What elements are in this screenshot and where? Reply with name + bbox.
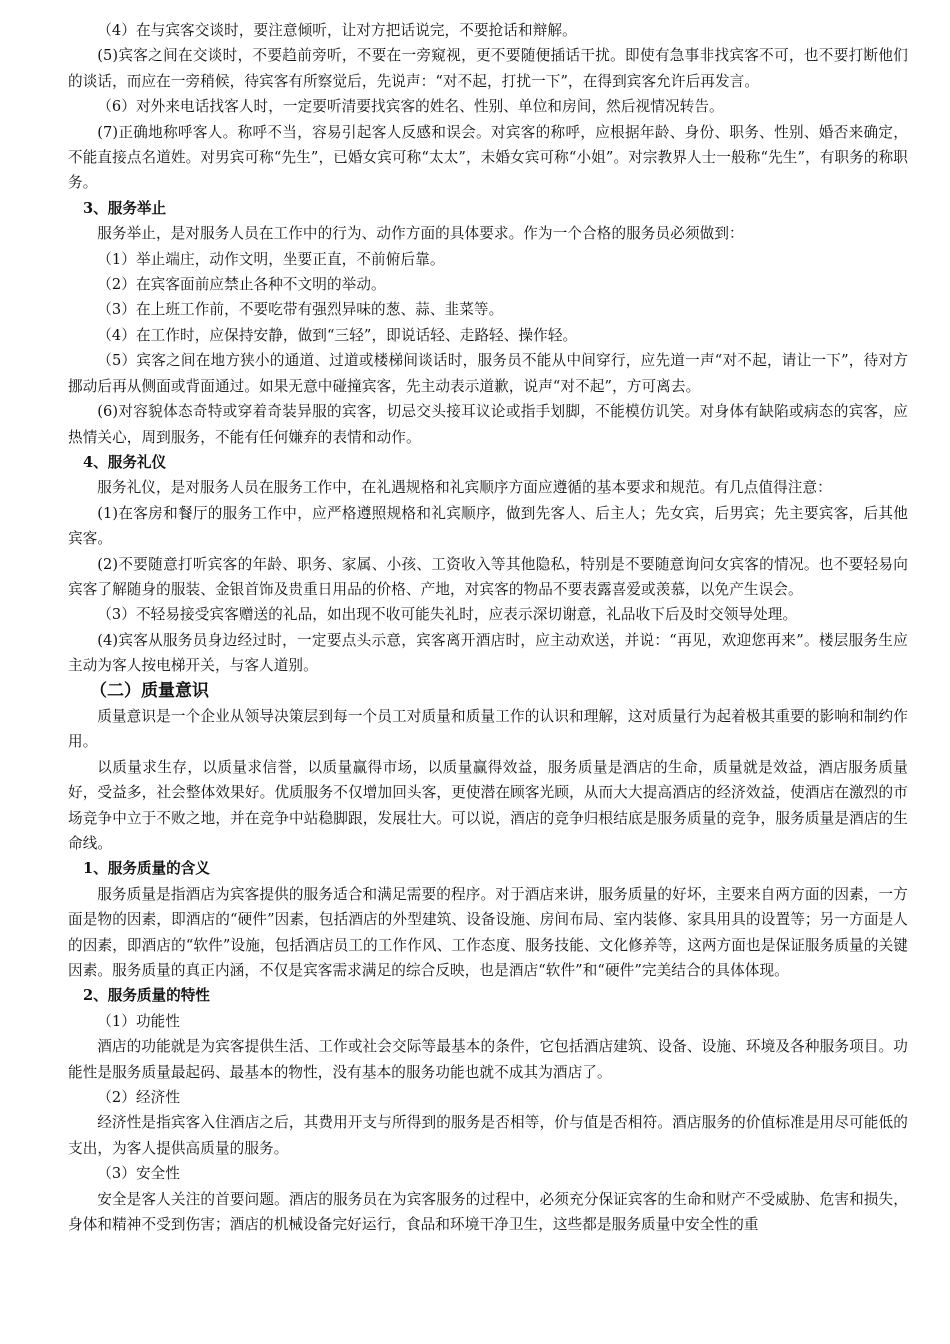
list-item: （4）在工作时，应保持安静，做到“三轻”，即说话轻、走路轻、操作轻。 <box>97 326 578 344</box>
paragraph: 安全是客人关注的首要问题。酒店的服务员在为宾客服务的过程中，必须充分保证宾客的生命和财产不受威胁、危害和损失，身体和精神不受到伤害；酒店的机械设备完好运行，食品和环境干净卫生，这些都是服务质量中安全性的重 <box>68 1190 908 1234</box>
paragraph: 酒店的功能就是为宾客提供生活、工作或社会交际等最基本的条件，它包括酒店建筑、设备、设施、环境及各种服务项目。功能性是服务质量最起码、最基本的物性，没有基本的服务功能也就不成其为酒店了。 <box>68 1038 908 1081</box>
chapter-heading: （二）质量意识 <box>90 680 209 701</box>
paragraph: 以质量求生存，以质量求信誉，以质量赢得市场，以质量赢得效益，服务质量是酒店的生命，质量就是效益，酒店服务质量好，受益多，社会整体效果好。优质服务不仅增加回头客，更使潜在顾客光顾，从而大大提高酒店的经济效益，使酒店在激烈的市场竞争中立于不败之地，并在竞争中站稳脚跟，发展壮大。可以说，酒店的竞争归根结底是服务质量的竞争，服务质量是酒店的生命线。 <box>68 758 908 852</box>
section-heading: 2、服务质量的特性 <box>83 987 210 1005</box>
subsection-label: （3）安全性 <box>97 1165 181 1183</box>
section-heading: 1、服务质量的含义 <box>83 860 210 878</box>
list-item: （5）宾客之间在地方狭小的通道、过道或楼梯间谈话时，服务员不能从中间穿行，应先道一声“对不起，请让一下”，待对方挪动后再从侧面或背面通过。如果无意中碰撞宾客，先主动表示道歉，说声“对不起”，方可离去。 <box>68 352 908 395</box>
list-item: (1)在客房和餐厅的服务工作中，应严格遵照规格和礼宾顺序，做到先客人、后主人；先女宾，后男宾；先主要宾客，后其他宾客。 <box>68 504 908 548</box>
paragraph: 服务举止，是对服务人员在工作中的行为、动作方面的具体要求。作为一个合格的服务员必须做到： <box>97 225 744 243</box>
section-heading: 4、服务礼仪 <box>83 453 167 471</box>
list-item: (4)宾客从服务员身边经过时，一定要点头示意，宾客离开酒店时，应主动欢送，并说：“再见，欢迎您再来”。楼层服务生应主动为客人按电梯开关，与客人道别。 <box>68 631 908 675</box>
paragraph: 服务质量是指酒店为宾客提供的服务适合和满足需要的程序。对于酒店来讲，服务质量的好坏，主要来自两方面的因素，一方面是物的因素，即酒店的“硬件”因素，包括酒店的外型建筑、设备设施、房间布局、室内装修、家具用具的设置等；另一方面是人的因素，即酒店的“软件”设施，包括酒店员工的工作作风、工作态度、服务技能、文化修养等，这两方面也是保证服务质量的关键因素。服务质量的真正内涵，不仅是宾客需求满足的综合反映，也是酒店“软件”和“硬件”完美结合的具体体现。 <box>68 885 908 980</box>
list-item: (2)不要随意打听宾客的年龄、职务、家属、小孩、工资收入等其他隐私，特别是不要随意询问女宾客的情况。也不要轻易向宾客了解随身的服装、金银首饰及贵重日用品的价格、产地，对宾客的物品不要表露喜爱或羡慕，以免产生误会。 <box>68 555 908 598</box>
subsection-label: （2）经济性 <box>97 1089 181 1107</box>
list-item: (6)对容貌体态奇特或穿着奇装异服的宾客，切忌交头接耳议论或指手划脚，不能模仿讥笑。对身体有缺陷或病态的宾客，应热情关心，周到服务，不能有任何嫌弃的表情和动作。 <box>68 403 908 446</box>
list-item: （1）举止端庄，动作文明，坐要正直，不前俯后靠。 <box>97 250 445 268</box>
paragraph: 质量意识是一个企业从领导决策层到每一个员工对质量和质量工作的认识和理解，这对质量行为起着极其重要的影响和制约作用。 <box>68 707 908 751</box>
paragraph: （4）在与宾客交谈时，要注意倾听，让对方把话说完，不要抢话和辩解。 <box>97 22 577 39</box>
subsection-label: （1）功能性 <box>97 1012 181 1030</box>
list-item: （3）不轻易接受宾客赠送的礼品，如出现不收可能失礼时，应表示深切谢意，礼品收下后及时交领导处理。 <box>97 606 798 624</box>
paragraph: （6）对外来电话找客人时，一定要听清要找宾客的姓名、性别、单位和房间，然后视情况转告。 <box>97 98 724 116</box>
paragraph: 服务礼仪，是对服务人员在服务工作中，在礼遇规格和礼宾顺序方面应遵循的基本要求和规范。有几点值得注意： <box>97 479 832 497</box>
document-page <box>68 18 908 1238</box>
list-item: （3）在上班工作前，不要吃带有强烈异味的葱、蒜、韭菜等。 <box>97 301 504 319</box>
paragraph: (7)正确地称呼客人。称呼不当，容易引起客人反感和误会。对宾客的称呼，应根据年龄、身份、职务、性别、婚否来确定，不能直接点名道姓。对男宾可称“先生”，已婚女宾可称“太太”，未婚女宾可称“小姐”。对宗教界人士一般称“先生”，有职务的称职务。 <box>68 123 908 192</box>
paragraph: (5)宾客之间在交谈时，不要趋前旁听，不要在一旁窥视，更不要随便插话干扰。即使有急事非找宾客不可，也不要打断他们的谈话，而应在一旁稍候，待宾客有所察觉后，先说声：“对不起，打扰一下”，在得到宾客允许后再发言。 <box>68 47 908 90</box>
list-item: （2）在宾客面前应禁止各种不文明的举动。 <box>97 276 386 294</box>
paragraph: 经济性是指宾客入住酒店之后，其费用开支与所得到的服务是否相等，价与值是否相符。酒店服务的价值标准是用尽可能低的支出，为客人提供高质量的服务。 <box>68 1114 908 1157</box>
section-heading: 3、服务举止 <box>83 199 167 217</box>
